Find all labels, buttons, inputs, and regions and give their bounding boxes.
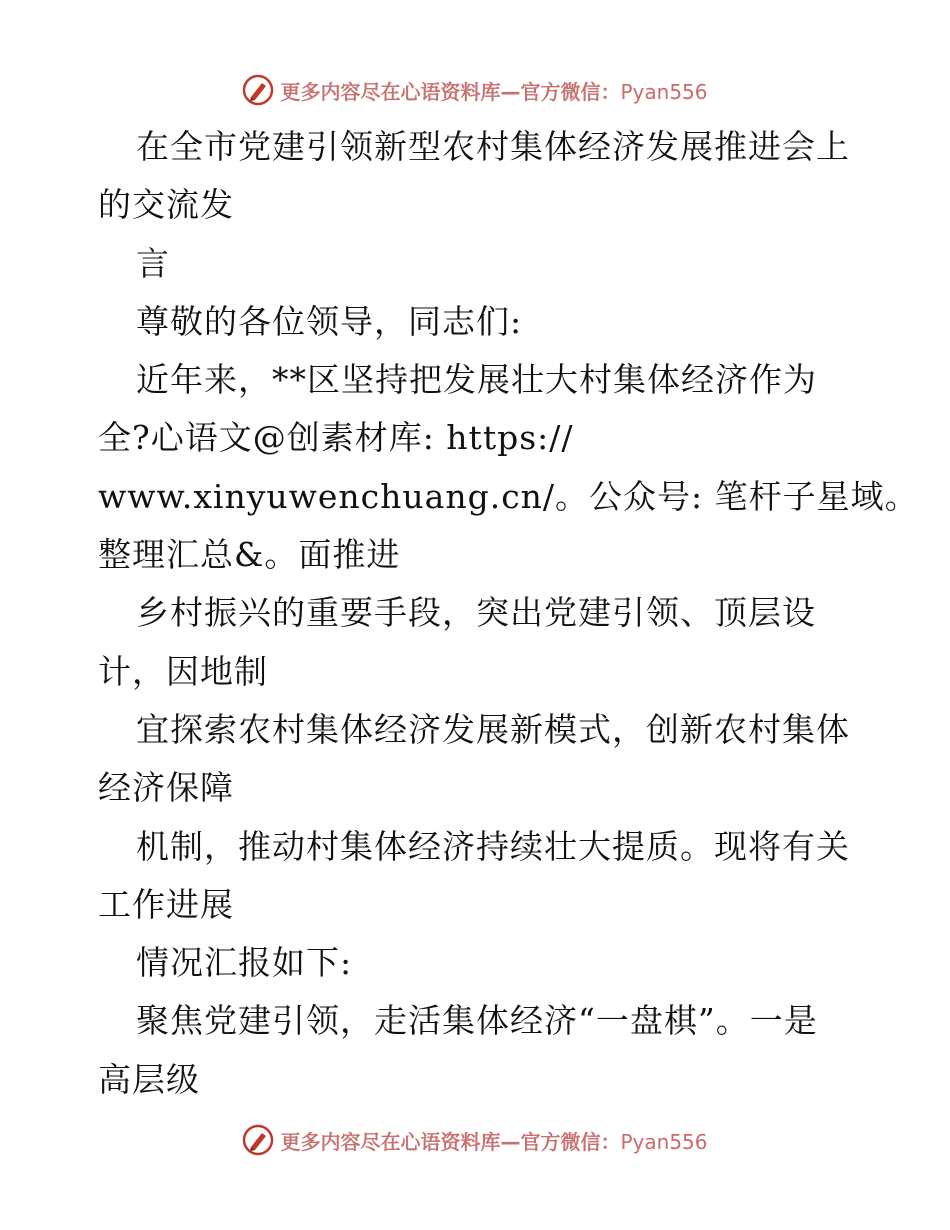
text-line: 乡村振兴的重要手段，突出党建引领、顶层设 bbox=[136, 593, 816, 633]
text-line: 尊敬的各位领导，同志们: bbox=[136, 301, 523, 341]
text-line: 全?心语文@创素材库: https:// bbox=[98, 418, 574, 458]
text-line: 高层级 bbox=[98, 1059, 200, 1099]
text-line: 经济保障 bbox=[98, 768, 234, 808]
footer-banner bbox=[0, 1120, 950, 1160]
text-line: 宜探索农村集体经济发展新模式，创新农村集体 bbox=[136, 709, 850, 749]
text-line: www.xinyuwenchuang.cn/。公众号: 笔杆子星域。 bbox=[98, 476, 919, 516]
pen-logo-icon bbox=[242, 74, 274, 106]
banner-wechat-id: Pyan556 bbox=[620, 1129, 708, 1154]
text-line: 机制，推动村集体经济持续壮大提质。现将有关 bbox=[136, 826, 850, 866]
text-line: 言 bbox=[136, 243, 170, 283]
header-banner bbox=[0, 70, 950, 110]
text-line: 在全市党建引领新型农村集体经济发展推进会上 bbox=[136, 127, 850, 166]
text-line: 情况汇报如下: bbox=[136, 943, 353, 983]
banner-wechat-id: Pyan556 bbox=[620, 79, 708, 104]
text-line: 计，因地制 bbox=[98, 651, 268, 691]
banner-text: 更多内容尽在心语资料库—官方微信：Pyan556 bbox=[280, 79, 708, 104]
text-line: 整理汇总&。面推进 bbox=[98, 535, 401, 575]
text-line: 工作进展 bbox=[98, 884, 234, 924]
pen-logo-icon bbox=[242, 1124, 274, 1156]
banner-text: 更多内容尽在心语资料库—官方微信：Pyan556 bbox=[280, 1129, 708, 1154]
document-body bbox=[98, 118, 919, 1109]
text-line: 近年来，**区坚持把发展壮大村集体经济作为 bbox=[136, 360, 817, 400]
text-line: 聚焦党建引领，走活集体经济“一盘棋”。一是 bbox=[136, 1001, 818, 1041]
text-line: 的交流发 bbox=[98, 185, 234, 225]
